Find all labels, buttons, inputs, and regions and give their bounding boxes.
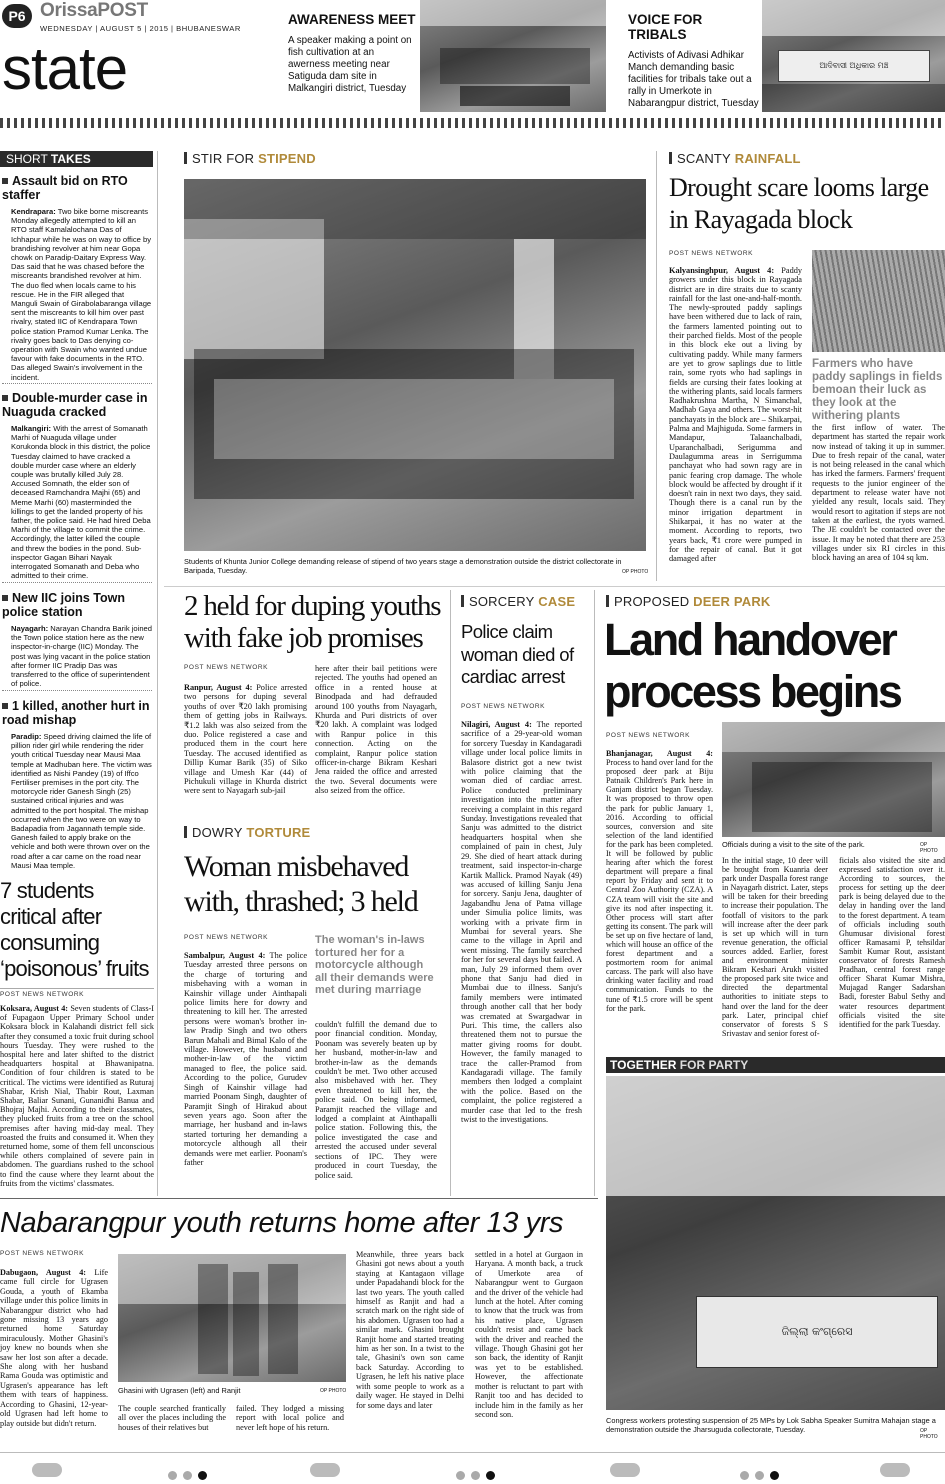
stipend-kicker [184, 151, 316, 166]
tribals-photo [762, 0, 945, 112]
deer-park-photo [722, 722, 945, 837]
story-byline: POST NEWS NETWORK [461, 703, 546, 710]
deer-body-2: In the initial stage, 10 deer will be brought from Kuanria deer park under Daspalla forest range in Nayagarh district. Later, steps will be taken for their breeding to increase their population. The footfall of visitors to the park will increase after the deer park is set up which will in turn revenue generation, the official sources added. Earlier, forest and environment minister Bikram Keshari Arukh visited the proposed park site twice and directed the departmental authorities to initiate steps to hand over the land for the deer park. Later, principal chief conservator of forests S S Srivastav and senior forest of- [722, 856, 828, 1038]
kicker-b: TORTURE [246, 825, 311, 840]
registration-oval [880, 1463, 910, 1477]
nabarangpur-body-5: settled in a hotel at Gurgaon in Haryana. A month back, a truck of Umerkote area of Nabarangpur went to Gurgaon and the driver of the vehicle had lunch at the hotel. After coming to know that the truck was from his native place, Ugrasen couldn't resist and came back with the driver and reached the village. Though Ghasini got her son back, the identity of Ranjit was yet to be established. However, the affectionate mother is reluctant to part with Ranjit too and has decided to include him in the family as her second son. [475, 1250, 583, 1419]
story-byline: POST NEWS NETWORK [184, 664, 269, 671]
students-story [0, 878, 154, 1188]
registration-oval [610, 1463, 640, 1477]
story-text: Life came full circle for Ugrasen Gouda, a youth of Ekamba village under this police limits in Nabarangpur district who had gone missing 13 years ago returned home Saturday miraculously. Mother Ghasini's joy knew no bounds when she saw her lost son after a decade. She along with her husband Rama Gouda was optimistic and Ugrasen's appearance has left them with tears of happiness. According to Ghasini, 12-year-old Ugrasen had left home to play outside but didn't return. [0, 1268, 109, 1428]
party-caption: Congress workers protesting suspension of 25 MPs by Lok Sabha Speaker Sumitra Mahajan stage a demonstration outside the Jharsuguda collectorate, Tuesday. [606, 1416, 936, 1434]
kicker-b: FOR PARTY [679, 1058, 749, 1072]
section-title: state [2, 35, 128, 102]
short-take-title: 1 killed, another hurt in road mishap [2, 699, 152, 727]
deer-body-3: ficials also visited the site and expressed satisfaction over it. According to sources, the process for setting up the deer park is being delayed due to the delay in handing over the land to the forest department. A team of officials including south Ghumusar divisional forest officer Ramasami P, tehsildar Sambit Kumar Rout, assistant conservator of forests Ramesh Pradhan, central forest range officer Sharat Kumar Mishra, Mujagad Ranger Sadarshan Badi, forester Babul Sethy and water resources department officials visited the site identified for the park Tuesday. [839, 856, 945, 1029]
stipend-photo [184, 179, 646, 551]
short-take-text: Narayan Chandra Barik joined the Town police station here as the new inspector-in-charge (IIC) Monday. The post was lying vacant in the police station after former IIC Pradip Das was transferred to the office of superintendent of police. [11, 624, 152, 689]
story-dateline: Kalyansinghpur, August 4: [669, 266, 775, 275]
drought-kicker [669, 151, 801, 166]
story-text: The police Tuesday arrested three persons on the charge of torturing and misbehaving with a woman in Kainshir village under Ainthapali police limits here for dowry and threatening to kill her. The arrested persons were woman's brother in-law Pradip Singh and two others Barun Mahali and Bimal Kalo of the village. However, the husband and mother-in-law of the victim managed to flee, the police said. According to the police, Gurudev Singh of Kainshir village had married Poonam Singh, daughter of Paramjit Singh of Hirakud about seven years ago. Soon after the marriage, her husband and in-laws started torturing her demanding a motorcycle although all their demands were met earlier. Poonam's father [184, 951, 307, 1167]
kicker-b: STIPEND [258, 151, 316, 166]
short-take-item [2, 391, 152, 580]
registration-oval [310, 1463, 340, 1477]
registration-oval [32, 1463, 62, 1477]
short-takes-column [0, 151, 153, 167]
date-line: WEDNESDAY | AUGUST 5 | 2015 | BHUBANESWAR [40, 24, 241, 33]
short-takes-header-b: TAKES [50, 152, 91, 166]
page-number-badge: P6 [2, 4, 32, 28]
sorcery-headline: Police claim woman died of cardiac arrest [461, 621, 574, 687]
short-take-title: Double-murder case in Nuaguda cracked [2, 391, 152, 419]
photo-credit: OP PHOTO [920, 842, 938, 854]
short-take-item [2, 591, 152, 688]
dowry-body [184, 951, 307, 1167]
deer-headline: Land handover process begins [604, 614, 901, 717]
kicker-a: SCANTY [677, 151, 731, 166]
paddy-photo [812, 250, 945, 352]
party-banner: ଜିଲ୍ଲା କଂଗ୍ରେସ [696, 1296, 938, 1368]
short-take-dateline: Paradip: [11, 732, 42, 741]
awareness-photo [420, 0, 606, 112]
kicker-a: SORCERY [469, 594, 535, 609]
story-dateline: Koksara, August 4: [0, 1004, 69, 1013]
kicker-a: PROPOSED [614, 594, 690, 609]
short-take-item [2, 174, 152, 382]
decorative-band [0, 118, 945, 128]
top-story-title: VOICE FOR TRIBALS [628, 12, 703, 42]
story-text: Process to hand over land for the proposed deer park at Biju Patnaik Children's Park here in Ganjam district began Tuesday. It was proposed to throw open the park for public January 1, 2016. According to official sources, conversion and site selection of the land identified for the park has been completed. It will be followed by public hearing after which the forest department will prepare a final report by Friday and sent it to Central Zoo Authority (CZA). A CZA team will visit the site and give its nod after inspecting it. Other process will start after getting its consent. The park will be set up on five hectare of land, which will house an office of the forest department and a postmortem room for animal carcass. The park will also have drinking water facility and road communication. Funds to the tune of ₹1.5 crore will be spent for the park. [606, 758, 713, 1013]
kicker-a: STIR FOR [192, 151, 255, 166]
photo-credit: OP PHOTO [320, 1388, 347, 1394]
short-take-item [2, 699, 152, 870]
dowry-headline: Woman misbehaved with, thrashed; 3 held [184, 850, 418, 918]
story-text: Seven students of Class-I of Fupagaon Upper Primary School under Koksara block in Kalahandi district fell sick after they consumed a toxic fruit during school hours Tuesday. They were rushed to the hospital here and later shifted to the district headquarters hospital at Bhawanipatna. Condition of four children is stated to be critical. The victims were identified as Ruturaj Shabar, Krish Nial, Thabir Rout, Laxman Shabar, Baliar Sunani, Gunanidhi Banua and Bhojraj Majhi. According to their classmates, they plucked fruits from a tree on the school premises after having mid-day meal. They roasted the fruits and consumed it. When they returned home, some of them fell unconscious while others complained of severe pain in abdomen. The guardians rushed to the school to find the cause where they learnt about the fruits from the victims' classmates. [0, 1004, 155, 1188]
story-dateline: Dabugaon, August 4: [0, 1268, 87, 1277]
short-take-body [11, 732, 152, 870]
kicker-b: DEER PARK [693, 594, 771, 609]
top-story-tribals [628, 12, 760, 110]
story-body [0, 1004, 154, 1188]
top-story-text: A speaker making a point on fish cultivation at an awerness meeting near Satiguda dam site in Malkangiri district, Tuesday [288, 35, 412, 94]
nabarangpur-body [0, 1268, 108, 1428]
short-take-dateline: Nayagarh: [11, 624, 49, 633]
kicker-a: TOGETHER [610, 1058, 677, 1072]
nabarangpur-photo [118, 1254, 346, 1382]
sorcery-kicker [461, 594, 575, 609]
deer-body [606, 749, 713, 1013]
nabarangpur-photo-caption: Ghasini with Ugrasen (left) and Ranjit [118, 1386, 241, 1395]
story-byline: POST NEWS NETWORK [606, 732, 691, 739]
stipend-caption: Students of Khunta Junior College demanding release of stipend of two years stage a demonstration outside the district collectorate in Baripada, Tuesday. [184, 557, 622, 575]
dowry-pullquote: The woman's in-laws tortured her for a motorcycle although all their demands were met during marriage [315, 934, 434, 997]
deer-photo-caption: Officials during a visit to the site of the park. [722, 840, 865, 849]
dowry-body-2: couldn't fulfill the demand due to poor financial condition. Monday, Poonam was severely beaten up by her husband, mother-in-law and brother-in-law as the demands couldn't be met. Two other accused also misbehaved with her. They even threatened to kill her, the police said. On being informed, Paramjit reached the village and lodged a complaint at Ainthapalli police station. Following this, the police investigated the case and arrested the accused under several sections of IPC. They were produced in court Tuesday, the police said. [315, 1020, 437, 1180]
top-story-awareness [288, 12, 418, 95]
short-take-text: With the arrest of Somanath Marhi of Nuaguda village under Korukonda block in this district, the police Tuesday claimed to have cracked a double murder case where an elderly couple was brutally killed July 28. Accused Somnath, the elder son of deceased Ramchandra Majhi (65) and Meme Marhi (60) masterminded the killings to get the landed property of his father, the police said. He had hired Deba Marhi of the village to commit the crime. Accordingly, the latter killed the couple and threw the bodies in the pond. Sub-inspector Gagan Bihari Nayak interrogated Somanath and Deba who admitted to their crime. [11, 424, 151, 581]
top-story-title: AWARENESS MEET [288, 12, 416, 27]
kicker-a: DOWRY [192, 825, 243, 840]
story-text: Police arrested two persons for duping several youths of over ₹20 lakh promising them of getting jobs in Railways. ₹1.2 lakh was also seized from the duo. Police registered a case and produced them in the court here Tuesday. The accused identified as Dillip Kumar Barik (35) of Siko village and Umesh Kar (44) of Pichukuli village in Khurda district were sent to Nayagarh sub-jail [184, 683, 307, 796]
drought-pullquote: Farmers who have paddy saplings in fields bemoan their luck as they look at the withering plants [812, 358, 943, 422]
nabarangpur-body-3: failed. They lodged a missing report with local police and never left hope of his return. [236, 1404, 344, 1432]
drought-body [669, 266, 802, 564]
story-dateline: Bhanjanagar, August 4: [606, 749, 713, 758]
short-take-body [11, 207, 152, 382]
short-take-dateline: Malkangiri: [11, 424, 52, 433]
story-byline: POST NEWS NETWORK [669, 250, 754, 257]
drought-headline: Drought scare looms large in Rayagada block [669, 173, 929, 234]
short-take-body [11, 424, 152, 580]
nabarangpur-headline: Nabarangpur youth returns home after 13 yrs [0, 1207, 564, 1239]
story-headline: 7 students critical after consuming ‘poisonous’ fruits [0, 878, 149, 981]
job-body [184, 683, 307, 796]
story-dateline: Ranpur, August 4: [184, 683, 253, 692]
story-byline: POST NEWS NETWORK [0, 988, 154, 998]
story-text: The reported sacrifice of a 29-year-old woman for sorcery Tuesday in Kandagaradi village under local police limits in Balasore district got a new twist with police claiming that the woman died of cardiac arrest. Police conducted preliminary investigation into the matter after receiving a complaint in this regard Sunday. Investigations revealed that Sanju was admitted to the district headquarters hospital when she complained of pain in chest, July 29. She died of heart attack during treatment, said inspector-in-charge Kartik Mallick. Pramod Nayak (49) was accused of killing Sanju Jena for sorcery. Sanju Jena, daughter of Jagabandhu Jena of Patna village under Simulia police limits, was working with a private firm in Mumbai for several years. She came to the village in April and went missing. The family searched for her for several days but failed. A man, July 29 informed them over phone that Sanju had died in Mumbai due to illness. Sanju's family members were intimated through another call that her body was cremated at Swargadwar in Puri. This time, the callers also threatened them not to pursue the matter giving rooms for doubt. However, the family managed to trace the caller-Pramod from Kandagaradi village. The family members then lodged a complaint with the police. Based on the complaint, the police registered a murder case that led to the fresh twist to the investigations. [461, 720, 582, 1125]
party-photo [606, 1076, 945, 1410]
job-body-2: here after their bail petitions were rejected. The youths had opened an office in a rented house at Binodpada and had defrauded around 100 youths from Nayagarh, Khurda and Puri districts of over ₹20 lakh. A complaint was lodged with Ranpur police in this connection. Acting on the complaint, Ranpur police station officer-in-charge Bikram Keshari Jena raided the office and arrested the two. Several documents were also seized from the office. [315, 664, 437, 796]
short-take-title: Assault bid on RTO staffer [2, 174, 152, 202]
short-take-dateline: Kendrapara: [11, 207, 56, 216]
short-take-text: Two bike borne miscreants Monday allegedly attempted to kill an RTO staff Kamalalochana Das of Ichhapur while he was on way to office by brandishing revolver at him near Gopa chowk on Paradip-Daitary Express Way. Das said that he was chased before the miscreants brandished revolver at him. The duo fled when locals came to his rescue. He in the FIR alleged that Manguli Swain of Girabolabaranga village sent the miscreants to kill him over past rivalry, stated IIC of Kendrapara Town police station Pramod Kumar Lenka. The rivalry goes back to Das denying co-operation with Swain who wanted undue favour with fake documents in the RTO. Das alleged Swain's involvement in the incident. [11, 207, 152, 382]
registration-marks [0, 1461, 945, 1479]
nabarangpur-body-2: The couple searched frantically all over the places including the houses of their relatives but [118, 1404, 226, 1432]
dowry-kicker [184, 825, 310, 840]
story-text: Paddy growers under this block in Rayagada district are in dire straits due to scanty rainfall for the last one-and-half-month. The newly-sprouted paddy saplings have been withered due to lack of rain, the farmers lamented pointing out to their parched fields. Most of the people in this block eke out a living by cultivating paddy. While many farmers are yet to grow saplings due to little rain, some ryots who had saplings in fields are cursing their fates looking at the withering plants, said locals farmers Radhakrushna Martha, N Simanchal, Madhab Gaya and others. The worst-hit panchayats in the block are – Shikarpai, Palma and Majhiguda. Some farmers in Mandapur, Talaanchalbadi, Uparanchalbadi, Serigumma and Daulagumma areas in Serrigumma panchayat who had sown ragy are in panic fearing crop damage. The whole block would be affected by drought if it doesn't rain in next two days, they said. Though there is a canal run by the minor irrigation department in Shikarpai, it has no water at the moment. According to reports, two years back, ₹1 crore were pumped in for the repair of canal. But it got damaged after [669, 266, 803, 564]
registration-dots [456, 1465, 501, 1484]
short-takes-header-a: SHORT [6, 152, 48, 166]
drought-body-2: the first inflow of water. The department has started the repair work now instead of taking it up in summer. Due to fresh repair of the canal, water is not being released in the canal which has irked the farmers. Farmers' frequent requests to the junior engineer of the department to release water have not yielded any result, locals said. They would resort to agitation if steps are not taken at the earliest, the ryots warned. The JE couldn't be contacted over the issue. It may be noted that there are 253 villages under six RI circles in this block having an area of 104 sq km. [812, 423, 945, 563]
short-take-body [11, 624, 152, 688]
nabarangpur-body-4: Meanwhile, three years back Ghasini got news about a youth staying at Kantagaon village under Papadahandi block for the last two years. The youth called himself as Ranjit and had a scratch mark on the right side of his abdomen. Ugrasen too had a similar mark. Ghasini brought Ranjit home and started treating him as her son. In a twist to the tale, Ghasini's own son came back Saturday. According to Ugrasen, he left his native place with some people to work as a daily wager. He stayed in Delhi for some days and later [356, 1250, 464, 1410]
story-byline: POST NEWS NETWORK [184, 934, 269, 941]
story-dateline: Sambalpur, August 4: [184, 951, 266, 960]
kicker-b: RAINFALL [734, 151, 801, 166]
registration-dots [740, 1465, 785, 1484]
photo-credit: OP PHOTO [622, 569, 649, 575]
party-kicker [606, 1057, 945, 1073]
short-take-text: Speed driving claimed the life of pillion rider girl while rendering the rider youth critical Tuesday near Mausi Maa temple at Madhuban here. The victim was identified as Nishi Pandey (19) of Iffco Fertiliser premises in the port city. The motorcycle rider Ganesh Singh (25) sustained critical injuries and was admitted to the port hospital. The mishap occurred when the two were on way to Badapadia from Jagannath temple side. Ganesh failed to apply brake on the vehicle and both were thrown over on the road after a car came on the road near Mausi Maa temple. [11, 732, 152, 870]
short-take-title: New IIC joins Town police station [2, 591, 152, 619]
job-headline: 2 held for duping youths with fake job promises [184, 590, 441, 654]
tribal-banner: ଆଦିବାସୀ ଅଧିକାର ମଞ୍ଚ [778, 50, 930, 82]
paper-name: OrissaPOST [40, 0, 148, 21]
story-byline: POST NEWS NETWORK [0, 1250, 85, 1257]
short-takes-header [0, 151, 153, 167]
deer-kicker [606, 594, 771, 609]
photo-credit: OP PHOTO [920, 1428, 938, 1440]
registration-dots [168, 1465, 213, 1484]
kicker-b: CASE [538, 594, 576, 609]
top-story-text: Activists of Adivasi Adhikar Manch demanding basic facilities for tribals take out a rally in Umerkote in Nabarangpur district, Tuesday [628, 50, 759, 109]
sorcery-body [461, 720, 582, 1124]
story-dateline: Nilagiri, August 4: [461, 720, 532, 729]
